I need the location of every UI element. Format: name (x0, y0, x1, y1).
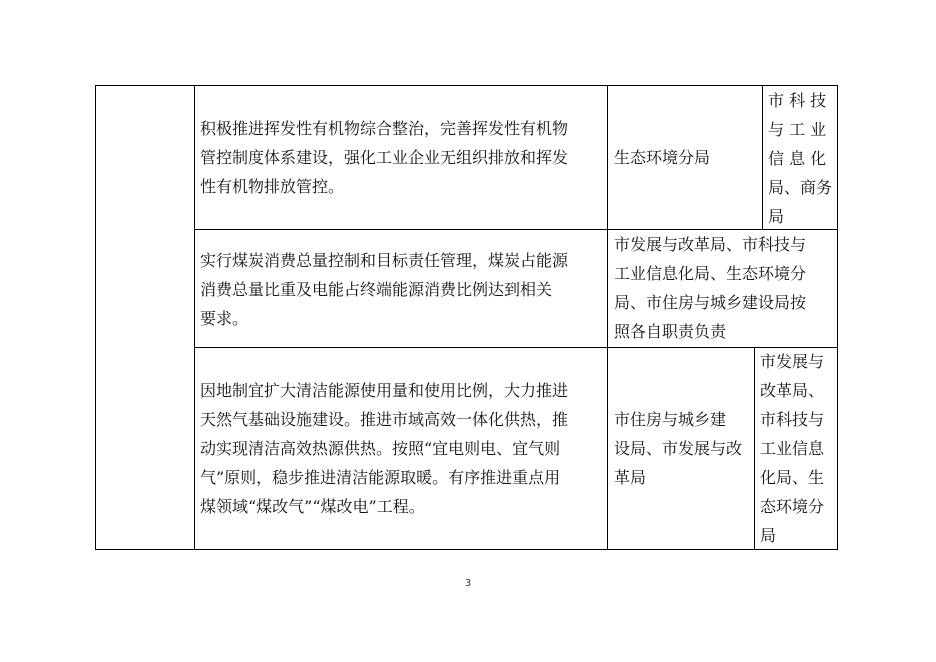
support-department-row-3: 市发展与 改革局、 市科技与 工业信息 化局、生 态环境分 局 (760, 352, 825, 545)
lead-department-row-1: 生态环境分局 (614, 148, 711, 167)
page-number: 3 (464, 578, 472, 589)
row1-inner-divider (762, 85, 763, 230)
row3-inner-divider (754, 347, 755, 550)
column-divider-1 (194, 85, 195, 550)
table-border-left (95, 85, 96, 550)
measure-text-row-2: 实行煤炭消费总量控制和目标责任管理，煤炭占能源 消费总量比重及电能占终端能源消费比例达到相关 要求。 (200, 251, 569, 328)
row-divider-2 (194, 347, 838, 348)
measure-text-row-1: 积极推进挥发性有机物综合整治，完善挥发性有机物 管控制度体系建设，强化工业企业无组织排放和挥发 性有机物排放管控。 (200, 119, 569, 196)
lead-department-row-3: 市住房与城乡建 设局、市发展与改 革局 (614, 410, 743, 487)
table-border-right (837, 85, 838, 550)
support-department-row-1: 市 科 技 与 工 业 信 息 化 局、商务 局 (768, 91, 833, 226)
lead-department-row-2: 市发展与改革局、市科技与 工业信息化局、生态环境分 局、市住房与城乡建设局按 照各自职责负责 (614, 235, 807, 341)
column-divider-2 (607, 85, 608, 550)
table-border-top (95, 85, 838, 86)
table-border-bottom (95, 549, 838, 550)
measure-text-row-3: 因地制宜扩大清洁能源使用量和使用比例，大力推进 天然气基础设施建设。推进市域高效一体化供热，推 动实现清洁高效热源供热。按照“宜电则电、宜气则 气”原则，稳步推进清洁能源取暖。有序推进重点用 煤领域“煤改气”“煤改电”工程。 (200, 381, 569, 516)
